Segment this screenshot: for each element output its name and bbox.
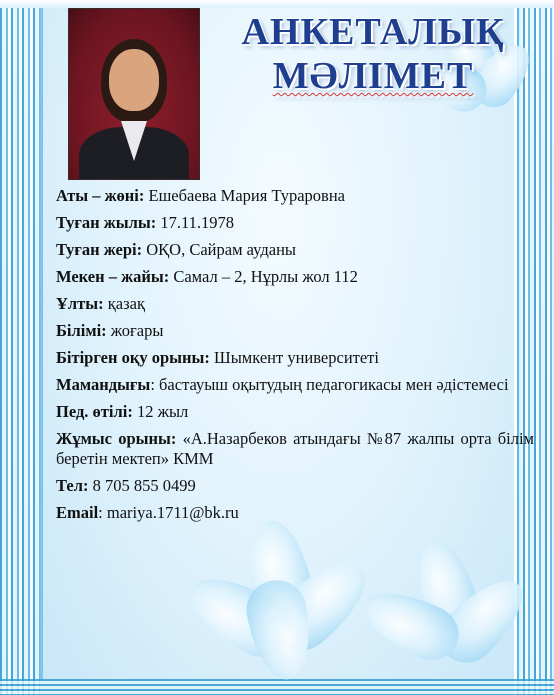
field-email — [56, 503, 534, 523]
field-education — [56, 321, 534, 341]
field-value: Ешебаева Мария Тураровна — [144, 186, 346, 205]
field-institution — [56, 348, 534, 368]
field-label: Email — [56, 503, 99, 522]
field-label: Ұлты: — [56, 294, 104, 313]
title-line-1: АНКЕТАЛЫҚ — [241, 11, 505, 53]
field-value: : бастауыш оқытудың педагогикасы мен әдістемесі — [150, 375, 509, 394]
field-label: Мекен – жайы: — [56, 267, 170, 286]
field-experience — [56, 402, 534, 422]
profile-fields — [56, 186, 534, 530]
field-value: ОҚО, Сайрам ауданы — [142, 240, 296, 259]
field-label: Білімі: — [56, 321, 107, 340]
field-nationality — [56, 294, 534, 314]
left-frame-stripes — [0, 0, 40, 695]
field-value: 17.11.1978 — [156, 213, 235, 232]
field-label: Жұмыс орыны: — [56, 429, 177, 448]
top-frame — [0, 0, 554, 8]
field-label: Пед. өтілі: — [56, 402, 133, 421]
field-value: : mariya.1711@bk.ru — [98, 503, 239, 522]
lily-bottom-right-decoration — [370, 540, 520, 680]
field-birthplace — [56, 240, 534, 260]
field-full-name — [56, 186, 534, 206]
field-label: Туған жылы: — [56, 213, 157, 232]
field-value: Самал – 2, Нұрлы жол 112 — [169, 267, 358, 286]
field-value: 12 жыл — [132, 402, 189, 421]
field-value: жоғары — [106, 321, 164, 340]
field-label: Тел: — [56, 476, 89, 495]
field-specialty — [56, 375, 534, 395]
field-label: Туған жері: — [56, 240, 143, 259]
field-label: Аты – жөні: — [56, 186, 145, 205]
title-line-2: МӘЛІМЕТ — [272, 55, 474, 97]
field-phone — [56, 476, 534, 496]
field-workplace — [56, 429, 534, 469]
field-label: Бітірген оқу орыны: — [56, 348, 210, 367]
field-birth-year — [56, 213, 534, 233]
field-label: Мамандығы — [56, 375, 151, 394]
profile-photo — [68, 8, 200, 180]
field-value: қазақ — [103, 294, 145, 313]
field-value: 8 705 855 0499 — [88, 476, 196, 495]
bottom-frame-stripes — [0, 679, 554, 695]
field-value: «А.Назарбеков атындағы №87 жалпы орта білім беретін мектеп» КММ — [56, 429, 534, 468]
lily-bottom-left-decoration — [190, 520, 360, 680]
field-address — [56, 267, 534, 287]
page-title — [238, 10, 508, 98]
field-value: Шымкент университеті — [209, 348, 379, 367]
